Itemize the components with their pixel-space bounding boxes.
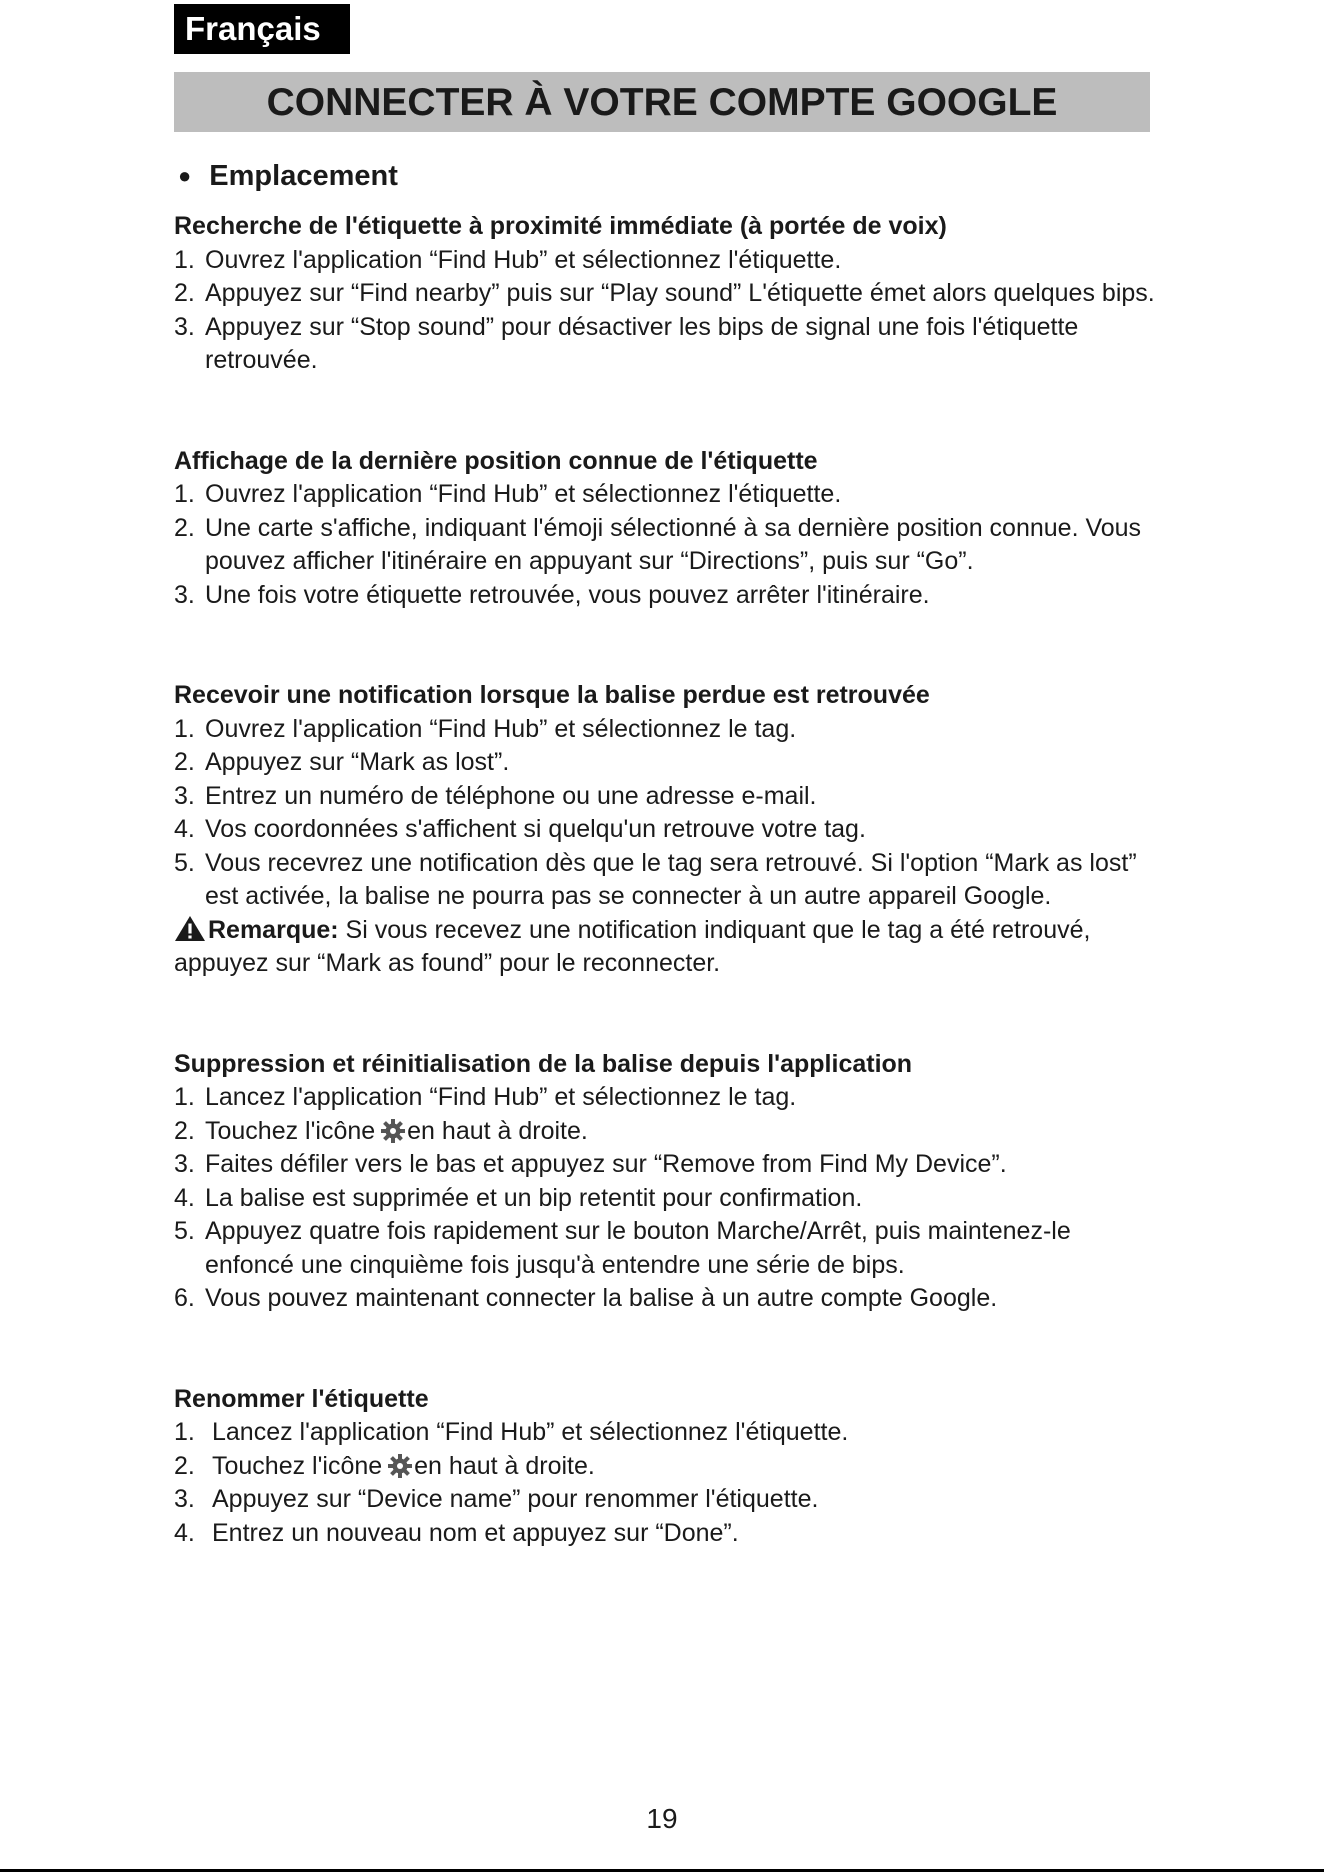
step-text: Entrez un numéro de téléphone ou une adresse e-mail.	[205, 781, 817, 810]
step-item	[174, 1115, 1164, 1149]
step-number: 3.	[174, 1150, 195, 1178]
step-text: Une carte s'affiche, indiquant l'émoji sélectionné à sa dernière position connue. Vous pouvez afficher l'itinéraire en appuyant sur “Directions”, puis sur “Go”.	[205, 513, 1142, 575]
step-text: Vous recevrez une notification dès que le tag sera retrouvé. Si l'option “Mark as lost” est activée, la balise ne pourra pas se connecter à un autre appareil Google.	[205, 848, 1137, 910]
step-item	[174, 277, 1164, 311]
step-text-after-icon: en haut à droite.	[407, 1116, 588, 1145]
step-number: 1.	[174, 480, 195, 508]
note-label: Remarque:	[208, 915, 339, 944]
subsection-title: Renommer l'étiquette	[174, 1384, 429, 1413]
step-text: Lancez l'application “Find Hub” et sélectionnez le tag.	[205, 1083, 797, 1111]
step-text: Entrez un nouveau nom et appuyez sur “Done”.	[212, 1518, 739, 1547]
step-item	[174, 311, 1164, 378]
section-remove-reset	[174, 1048, 1164, 1316]
step-number: 4.	[174, 1518, 195, 1547]
step-item	[174, 512, 1164, 579]
step-list	[174, 1416, 1164, 1550]
subsection-title: Suppression et réinitialisation de la balise depuis l'application	[174, 1049, 913, 1078]
step-item	[174, 1517, 1164, 1551]
step-item	[174, 1450, 1164, 1484]
step-item	[174, 813, 1164, 847]
step-text: Vous pouvez maintenant connecter la balise à un autre compte Google.	[205, 1284, 998, 1312]
step-text	[212, 1450, 1164, 1484]
step-number: 3.	[174, 1485, 195, 1513]
step-text-before-icon: Touchez l'icône	[212, 1451, 383, 1480]
settings-gear-icon	[380, 1118, 406, 1144]
bullet-icon: ●	[178, 163, 192, 188]
step-number: 3.	[174, 580, 195, 609]
step-text: Appuyez sur “Stop sound” pour désactiver les bips de signal une fois l'étiquette retrouvée.	[205, 312, 1079, 374]
step-item	[174, 1182, 1164, 1216]
step-item	[174, 1282, 1164, 1316]
section-last-position	[174, 445, 1164, 613]
warning-icon	[174, 915, 206, 942]
language-tab: Français	[174, 4, 350, 54]
step-number: 4.	[174, 1183, 195, 1212]
step-text	[205, 1115, 1164, 1149]
step-text: Appuyez sur “Mark as lost”.	[205, 748, 510, 776]
step-number: 2.	[174, 1451, 195, 1480]
step-list	[174, 478, 1164, 612]
step-item	[174, 746, 1164, 780]
step-item	[174, 1215, 1164, 1282]
note-remark	[174, 914, 1164, 981]
step-number: 2.	[174, 748, 195, 776]
step-number: 3.	[174, 781, 195, 810]
step-number: 1.	[174, 245, 195, 274]
step-text: La balise est supprimée et un bip retentit pour confirmation.	[205, 1183, 863, 1212]
step-text: Lancez l'application “Find Hub” et sélectionnez l'étiquette.	[212, 1418, 849, 1446]
step-list	[174, 713, 1164, 914]
step-item	[174, 1148, 1164, 1182]
note-text: Si vous recevez une notification indiquant que le tag a été retrouvé, appuyez sur “Mark as found” pour le reconnecter.	[174, 915, 1091, 977]
subsection-title: Recevoir une notification lorsque la balise perdue est retrouvée	[174, 681, 930, 709]
step-number: 5.	[174, 1217, 195, 1245]
step-item	[174, 780, 1164, 814]
subsection-title: Affichage de la dernière position connue de l'étiquette	[174, 446, 818, 475]
step-number: 2.	[174, 1116, 195, 1145]
step-text: Vos coordonnées s'affichent si quelqu'un retrouve votre tag.	[205, 815, 866, 843]
section-heading	[174, 152, 1164, 200]
step-text-before-icon: Touchez l'icône	[205, 1116, 376, 1145]
step-number: 2.	[174, 513, 195, 542]
step-number: 4.	[174, 815, 195, 843]
step-item	[174, 847, 1164, 914]
page-number: 19	[646, 1803, 678, 1834]
step-text: Faites défiler vers le bas et appuyez sur “Remove from Find My Device”.	[205, 1150, 1007, 1178]
step-text: Appuyez sur “Find nearby” puis sur “Play sound” L'étiquette émet alors quelques bips.	[205, 279, 1155, 307]
section-rename-tag	[174, 1383, 1164, 1551]
step-number: 5.	[174, 848, 195, 877]
step-number: 1.	[174, 1083, 195, 1111]
step-text: Une fois votre étiquette retrouvée, vous pouvez arrêter l'itinéraire.	[205, 580, 930, 609]
step-text-after-icon: en haut à droite.	[414, 1451, 595, 1480]
step-item	[174, 244, 1164, 278]
step-text: Appuyez quatre fois rapidement sur le bouton Marche/Arrêt, puis maintenez-le enfoncé une cinquième fois jusqu'à entendre une série de bips.	[205, 1217, 1071, 1279]
section-nearby-search	[174, 210, 1164, 378]
step-list	[174, 244, 1164, 378]
step-text: Ouvrez l'application “Find Hub” et sélectionnez l'étiquette.	[205, 480, 842, 508]
step-number: 6.	[174, 1284, 195, 1312]
manual-content	[174, 152, 1164, 1550]
step-text: Ouvrez l'application “Find Hub” et sélectionnez l'étiquette.	[205, 245, 842, 274]
step-item	[174, 713, 1164, 747]
subsection-title: Recherche de l'étiquette à proximité immédiate (à portée de voix)	[174, 212, 947, 240]
step-number: 1.	[174, 714, 195, 743]
step-list	[174, 1081, 1164, 1316]
step-text: Ouvrez l'application “Find Hub” et sélectionnez le tag.	[205, 714, 797, 743]
step-text: Appuyez sur “Device name” pour renommer l'étiquette.	[212, 1485, 819, 1513]
section-lost-notification	[174, 679, 1164, 981]
step-number: 1.	[174, 1418, 195, 1446]
step-item	[174, 1081, 1164, 1115]
step-item	[174, 1416, 1164, 1450]
step-number: 3.	[174, 312, 195, 341]
step-item	[174, 579, 1164, 613]
step-item	[174, 1483, 1164, 1517]
step-number: 2.	[174, 279, 195, 307]
settings-gear-icon	[387, 1453, 413, 1479]
section-heading-text: Emplacement	[209, 160, 398, 192]
step-item	[174, 478, 1164, 512]
page-title: CONNECTER À VOTRE COMPTE GOOGLE	[174, 72, 1150, 132]
